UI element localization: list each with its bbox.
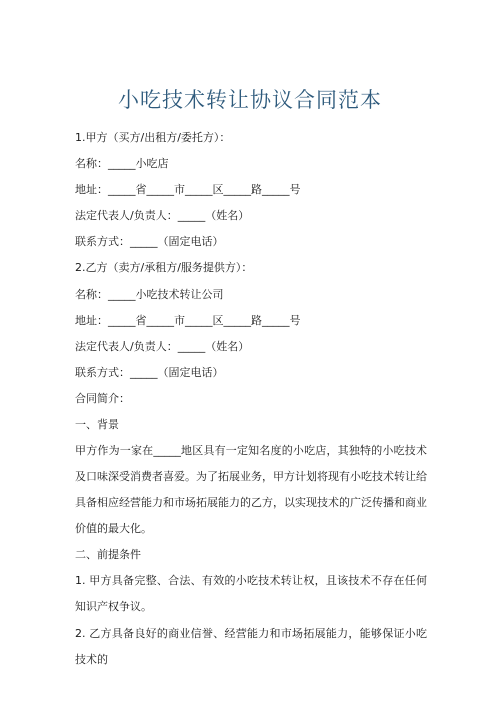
section-2-item-1: 1. 甲方具备完整、合法、有效的小吃技术转让权，且该技术不存在任何知识产权争议。 (75, 574, 427, 613)
section-2-heading: 二、前提条件 (75, 548, 141, 561)
party-b-address: 地址：_____省_____市_____区_____路_____号 (75, 314, 301, 327)
party-b-name: 名称：_____小吃技术转让公司 (75, 288, 224, 301)
party-a-address: 地址：_____省_____市_____区_____路_____号 (75, 183, 301, 196)
party-a-heading: 1.甲方（买方/出租方/委托方）： (75, 131, 231, 144)
party-a-name: 名称：_____小吃店 (75, 157, 169, 170)
document-title: 小吃技术转让协议合同范本 (118, 88, 382, 112)
section-1-heading: 一、背景 (75, 418, 119, 431)
party-b-heading: 2.乙方（卖方/承租方/服务提供方）： (75, 261, 253, 274)
party-b-representative: 法定代表人/负责人：_____（姓名） (75, 340, 250, 353)
intro-label: 合同简介： (75, 392, 130, 405)
party-b-contact: 联系方式：_____（固定电话） (75, 366, 224, 379)
party-a-representative: 法定代表人/负责人：_____（姓名） (75, 209, 250, 222)
section-2-item-2: 2. 乙方具备良好的商业信誉、经营能力和市场拓展能力，能够保证小吃技术的 (75, 627, 427, 666)
party-a-contact: 联系方式：_____（固定电话） (75, 235, 224, 248)
section-1-body: 甲方作为一家在_____地区具有一定知名度的小吃店，其独特的小吃技术及口味深受消费者喜爱。为了拓展业务，甲方计划将现有小吃技术转让给具备相应经营能力和市场拓展能力的乙方，以实现技术的广泛传播和商业价值的最大化。 (75, 444, 427, 535)
